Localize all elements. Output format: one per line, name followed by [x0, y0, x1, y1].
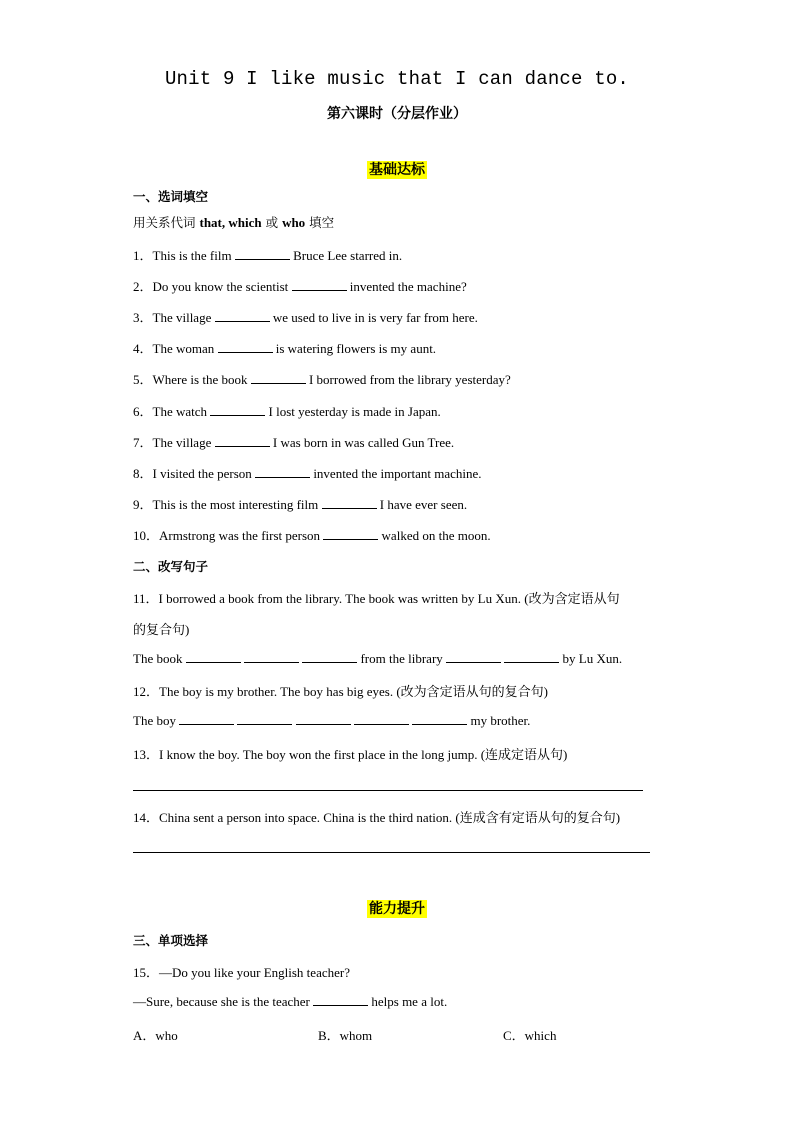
answer-blank[interactable] [354, 712, 409, 725]
section2-heading: 二、改写句子 [133, 559, 209, 574]
answer-blank[interactable] [235, 247, 290, 260]
question-11-text-cont: 的复合句) [133, 622, 190, 637]
option-a[interactable]: A．who [133, 1028, 178, 1043]
question-14-text: 14．China sent a person into space. China is the third nation. (连成含有定语从句的复合句) [133, 810, 621, 825]
answer-blank[interactable] [215, 434, 270, 447]
section1-instruction: 用关系代词 that, which 或 who 填空 [133, 215, 335, 230]
option-c[interactable]: C．which [503, 1028, 557, 1043]
answer-blank[interactable] [412, 712, 467, 725]
answer-blank[interactable] [210, 403, 265, 416]
question-13-text: 13．I know the boy. The boy won the first place in the long jump. (连成定语从句) [133, 747, 568, 762]
question-12-text: 12．The boy is my brother. The boy has big eyes. (改为含定语从句的复合句) [133, 684, 548, 699]
answer-blank[interactable] [215, 309, 270, 322]
answer-blank[interactable] [255, 465, 310, 478]
answer-blank[interactable] [302, 650, 357, 663]
answer-blank[interactable] [323, 527, 378, 540]
answer-blank[interactable] [292, 278, 347, 291]
answer-blank[interactable] [186, 650, 241, 663]
section3-heading: 三、单项选择 [133, 933, 209, 948]
question-8: 8．I visited the person invented the important machine. [133, 466, 482, 481]
question-1: 1．This is the film Bruce Lee starred in. [133, 248, 403, 263]
level1-badge-wrap [0, 159, 794, 179]
question-11-answer: The book from the library by Lu Xun. [133, 651, 623, 666]
answer-blank[interactable] [322, 496, 377, 509]
answer-blank[interactable] [237, 712, 292, 725]
answer-blank[interactable] [504, 650, 559, 663]
question-3: 3．The village we used to live in is very far from here. [133, 310, 478, 325]
question-2: 2．Do you know the scientist invented the machine? [133, 279, 467, 294]
level2-badge: 能力提升 [369, 901, 425, 917]
answer-blank[interactable] [446, 650, 501, 663]
question-15-text: 15．—Do you like your English teacher? [133, 965, 350, 980]
question-15-text-cont: —Sure, because she is the teacher helps me a lot. [133, 994, 448, 1009]
answer-blank[interactable] [313, 993, 368, 1006]
answer-blank[interactable] [251, 371, 306, 384]
answer-blank[interactable] [244, 650, 299, 663]
answer-blank[interactable] [296, 712, 351, 725]
question-7: 7．The village I was born in was called Gun Tree. [133, 435, 455, 450]
page-title: Unit 9 I like music that I can dance to. [164, 68, 630, 90]
question-6: 6．The watch I lost yesterday is made in Japan. [133, 404, 441, 419]
option-b[interactable]: B．whom [318, 1028, 373, 1043]
question-9: 9．This is the most interesting film I have ever seen. [133, 497, 468, 512]
section1-heading: 一、选词填空 [133, 189, 209, 204]
question-10: 10．Armstrong was the first person walked on the moon. [133, 528, 491, 543]
question-12-answer: The boy my brother. [133, 713, 531, 728]
level2-badge-wrap [0, 898, 794, 918]
page-subtitle: 第六课时（分层作业） [327, 106, 467, 122]
answer-blank[interactable] [179, 712, 234, 725]
question-5: 5．Where is the book I borrowed from the library yesterday? [133, 372, 511, 387]
question-11-text: 11．I borrowed a book from the library. The book was written by Lu Xun. (改为含定语从句 [133, 591, 620, 606]
answer-blank[interactable] [218, 340, 273, 353]
level1-badge: 基础达标 [369, 162, 425, 178]
question-14-answer-line[interactable] [133, 852, 650, 853]
question-4: 4．The woman is watering flowers is my aunt. [133, 341, 437, 356]
question-13-answer-line[interactable] [133, 790, 643, 791]
